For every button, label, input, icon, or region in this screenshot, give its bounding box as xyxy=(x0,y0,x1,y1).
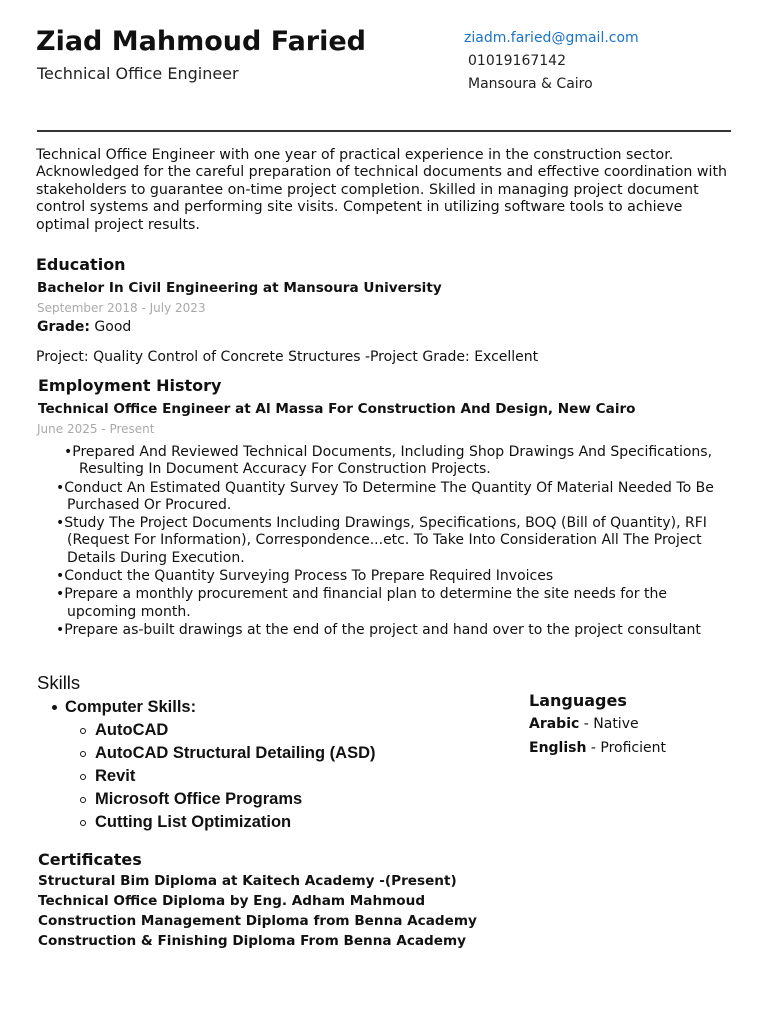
job-duties-list xyxy=(56,444,734,640)
certificate-item: Technical Office Diploma by Eng. Adham Mahmoud xyxy=(38,893,426,909)
education-dates: September 2018 - July 2023 xyxy=(37,301,206,315)
skill-item xyxy=(80,721,168,740)
language-name: Arabic xyxy=(529,716,580,732)
skills-group xyxy=(52,698,196,717)
circle-bullet-icon xyxy=(80,751,86,757)
bullet-icon xyxy=(52,705,57,710)
skill-item xyxy=(80,744,376,763)
list-item: •Study The Project Documents Including Drawings, Specifications, BOQ (Bill of Quantity), RFI (Request For Information), Correspondence...etc. To Take Into Consideration All The Project Details During Execution. xyxy=(56,515,707,566)
list-item: •Prepare a monthly procurement and financial plan to determine the site needs for the upcoming month. xyxy=(56,586,667,620)
job-dates: June 2025 - Present xyxy=(37,422,155,436)
candidate-name: Ziad Mahmoud Faried xyxy=(36,26,367,57)
profile-summary: Technical Office Engineer with one year of practical experience in the construction sector. Acknowledged for the careful preparation of technical documents and effective coordination with stakeholders to guarantee on-time project completion. Skilled in managing project document control systems and performing site visits. Competent in utilizing software tools to achieve optimal project results. xyxy=(36,147,728,233)
education-project: Project: Quality Control of Concrete Structures -Project Grade: Excellent xyxy=(36,349,539,365)
skill-item xyxy=(80,813,291,832)
certificate-item: Structural Bim Diploma at Kaitech Academy -(Present) xyxy=(38,873,457,889)
skill-label: Microsoft Office Programs xyxy=(95,790,303,808)
circle-bullet-icon xyxy=(80,820,86,826)
phone-number: 01019167142 xyxy=(468,53,566,69)
languages-heading: Languages xyxy=(529,691,627,710)
education-heading: Education xyxy=(36,255,126,274)
skills-group-label: Computer Skills: xyxy=(65,698,197,716)
circle-bullet-icon xyxy=(80,797,86,803)
language-level: - Native xyxy=(579,716,639,732)
skill-item xyxy=(80,767,135,786)
job-title: Technical Office Engineer at Al Massa For Construction And Design, New Cairo xyxy=(38,401,636,417)
language-item xyxy=(529,716,639,732)
skill-label: AutoCAD Structural Detailing (ASD) xyxy=(95,744,376,762)
certificate-item: Construction & Finishing Diploma From Benna Academy xyxy=(38,933,467,949)
list-item: •Conduct the Quantity Surveying Process To Prepare Required Invoices xyxy=(56,568,554,585)
education-degree: Bachelor In Civil Engineering at Mansoura University xyxy=(37,280,442,296)
list-item: •Prepared And Reviewed Technical Documents, Including Shop Drawings And Specifications, Resulting In Document Accuracy For Construction Projects. xyxy=(64,444,713,478)
list-item: •Conduct An Estimated Quantity Survey To Determine The Quantity Of Material Needed To Be Purchased Or Procured. xyxy=(56,479,714,513)
grade-value: Good xyxy=(89,319,132,335)
header-divider xyxy=(37,130,731,132)
skill-label: Revit xyxy=(95,767,136,785)
certificates-heading: Certificates xyxy=(38,850,142,869)
skill-label: AutoCAD xyxy=(95,721,169,739)
language-level: - Proficient xyxy=(586,740,666,756)
grade-label: Grade: xyxy=(37,319,90,335)
employment-heading: Employment History xyxy=(38,376,222,395)
candidate-title: Technical Office Engineer xyxy=(37,64,239,83)
circle-bullet-icon xyxy=(80,774,86,780)
certificate-item: Construction Management Diploma from Benna Academy xyxy=(38,913,477,929)
education-grade xyxy=(37,319,131,335)
language-item xyxy=(529,740,666,756)
language-name: English xyxy=(529,740,587,756)
circle-bullet-icon xyxy=(80,728,86,734)
email-link[interactable]: ziadm.faried@gmail.com xyxy=(464,30,639,46)
list-item: •Prepare as-built drawings at the end of the project and hand over to the project consultant xyxy=(56,621,701,638)
location: Mansoura & Cairo xyxy=(468,76,593,92)
skill-label: Cutting List Optimization xyxy=(95,813,292,831)
skills-heading: Skills xyxy=(37,672,81,693)
skill-item xyxy=(80,790,302,809)
